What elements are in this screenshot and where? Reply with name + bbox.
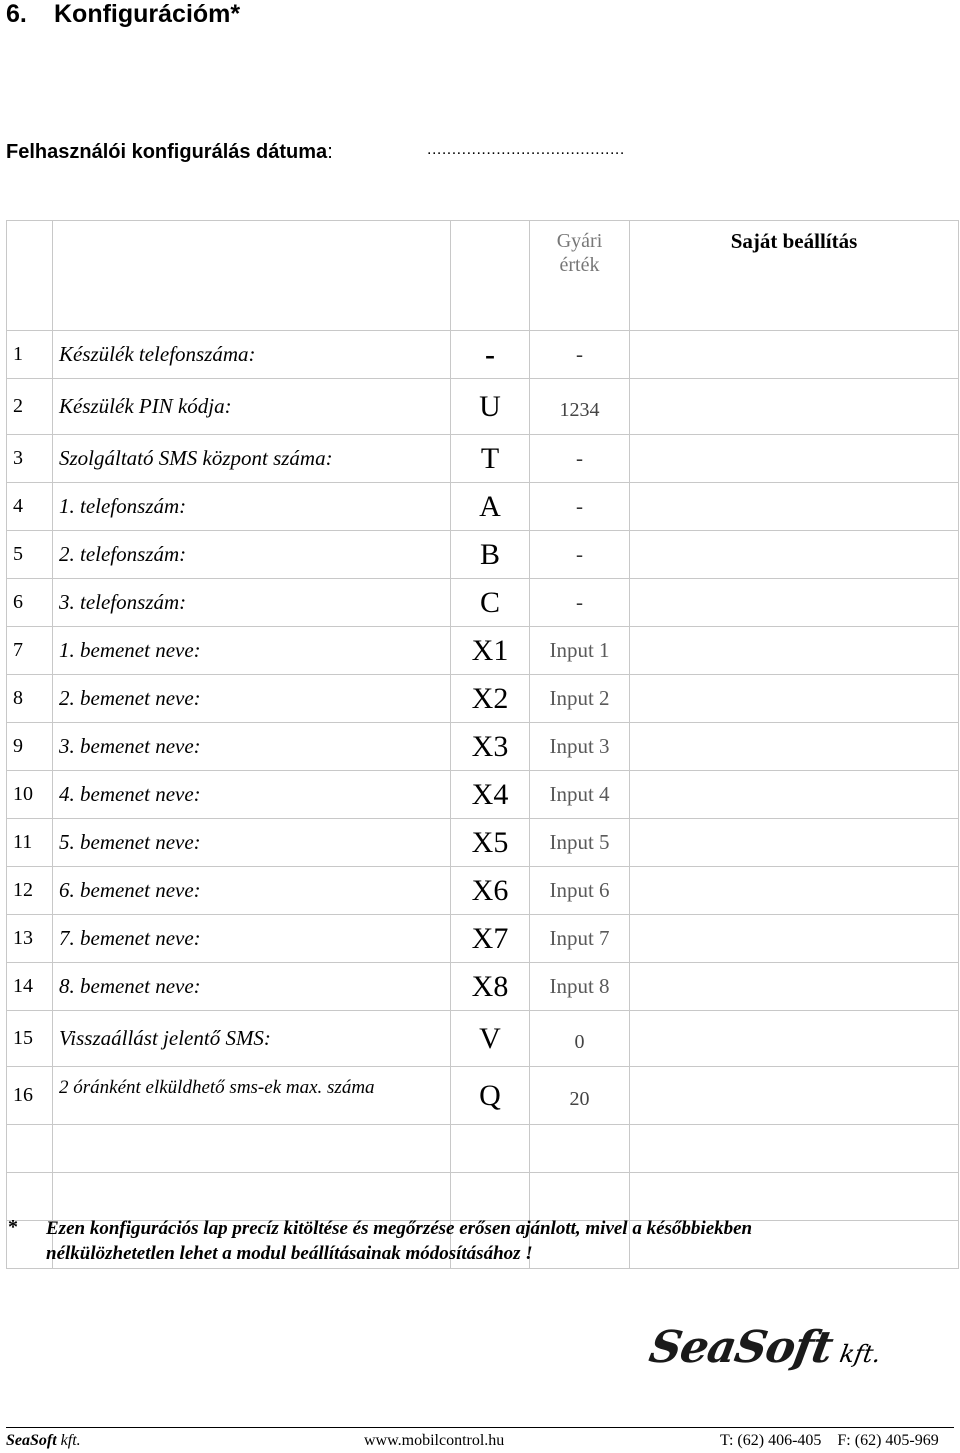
row-default-value: Input 1: [530, 627, 630, 675]
footer-website[interactable]: www.mobilcontrol.hu: [364, 1432, 505, 1449]
row-code: X7: [451, 915, 530, 963]
header-gyari-cell: [530, 221, 630, 331]
row-code: U: [451, 379, 530, 435]
row-code: A: [451, 483, 530, 531]
row-label: 2. telefonszám:: [53, 531, 451, 579]
row-code: X2: [451, 675, 530, 723]
row-label: 3. telefonszám:: [53, 579, 451, 627]
row-own-setting-field[interactable]: [630, 531, 959, 579]
row-own-setting-field[interactable]: [630, 915, 959, 963]
header-label-cell: [53, 221, 451, 331]
row-code: X8: [451, 963, 530, 1011]
table-row: [7, 1067, 959, 1125]
table-row: [7, 331, 959, 379]
row-code: X1: [451, 627, 530, 675]
row-default-value: Input 4: [530, 771, 630, 819]
logo-name: SeaSoft: [645, 1322, 837, 1373]
date-fill-line[interactable]: ........................................: [427, 141, 625, 158]
row-number: 4: [7, 483, 53, 531]
header-sajat: Saját beállítás: [730, 229, 858, 253]
row-number: 3: [7, 435, 53, 483]
table-row: [7, 771, 959, 819]
row-default-value: Input 3: [530, 723, 630, 771]
config-table: [6, 220, 959, 1269]
footer-contact: T: (62) 406-405 F: (62) 405-969: [720, 1432, 939, 1449]
table-row: [7, 379, 959, 435]
row-own-setting-field[interactable]: [630, 963, 959, 1011]
table-row: [7, 531, 959, 579]
table-row: [7, 915, 959, 963]
row-label: Készülék telefonszáma:: [53, 331, 451, 379]
row-own-setting-field[interactable]: [630, 675, 959, 723]
row-default-value: -: [530, 435, 630, 483]
row-number: 10: [7, 771, 53, 819]
page-title: [6, 0, 240, 29]
footer-divider: [6, 1427, 954, 1428]
row-number: 11: [7, 819, 53, 867]
row-default-value: Input 5: [530, 819, 630, 867]
row-code: X6: [451, 867, 530, 915]
row-label: 5. bemenet neve:: [53, 819, 451, 867]
row-code: T: [451, 435, 530, 483]
empty-cell: [451, 1173, 530, 1221]
row-code: X3: [451, 723, 530, 771]
row-label: 4. bemenet neve:: [53, 771, 451, 819]
header-gyari-line2: érték: [559, 254, 600, 276]
empty-cell[interactable]: [630, 1125, 959, 1173]
row-label: 7. bemenet neve:: [53, 915, 451, 963]
row-label: 1. telefonszám:: [53, 483, 451, 531]
empty-cell[interactable]: [630, 1173, 959, 1221]
row-label: 2. bemenet neve:: [53, 675, 451, 723]
row-default-value: -: [530, 331, 630, 379]
logo-suffix: kft.: [837, 1340, 883, 1368]
row-number: 13: [7, 915, 53, 963]
row-own-setting-field[interactable]: [630, 723, 959, 771]
row-own-setting-field[interactable]: [630, 771, 959, 819]
footer-company-name: SeaSoft: [6, 1432, 57, 1449]
row-default-value: Input 8: [530, 963, 630, 1011]
table-row: [7, 723, 959, 771]
table-row: [7, 579, 959, 627]
row-number: 7: [7, 627, 53, 675]
row-code: B: [451, 531, 530, 579]
row-label: Készülék PIN kódja:: [53, 379, 451, 435]
row-code: -: [451, 331, 530, 379]
row-number: 6: [7, 579, 53, 627]
row-default-value: 0: [530, 1011, 630, 1067]
table-row: [7, 435, 959, 483]
empty-cell: [530, 1173, 630, 1221]
row-own-setting-field[interactable]: [630, 579, 959, 627]
date-label-text: Felhasználói konfigurálás dátuma: [6, 141, 328, 163]
row-label: 2 óránként elküldhető sms-ek max. száma: [53, 1067, 451, 1125]
row-label: 6. bemenet neve:: [53, 867, 451, 915]
row-code: Q: [451, 1067, 530, 1125]
row-default-value: -: [530, 483, 630, 531]
note-text: Ezen konfigurációs lap precíz kitöltése és megőrzése erősen ajánlott, mivel a későbbiekben nélkülözhetetlen lehet a modul beállításainak módosításához !: [46, 1218, 753, 1264]
footer-company: [6, 1432, 81, 1450]
row-number: 9: [7, 723, 53, 771]
row-code: X5: [451, 819, 530, 867]
row-number: 16: [7, 1067, 53, 1125]
row-default-value: 20: [530, 1067, 630, 1125]
row-own-setting-field[interactable]: [630, 819, 959, 867]
row-label: 8. bemenet neve:: [53, 963, 451, 1011]
row-own-setting-field[interactable]: [630, 435, 959, 483]
row-number: 12: [7, 867, 53, 915]
table-row: [7, 675, 959, 723]
row-label: 3. bemenet neve:: [53, 723, 451, 771]
row-own-setting-field[interactable]: [630, 483, 959, 531]
row-number: 8: [7, 675, 53, 723]
row-own-setting-field[interactable]: [630, 627, 959, 675]
row-code: C: [451, 579, 530, 627]
empty-cell: [7, 1173, 53, 1221]
empty-cell: [53, 1125, 451, 1173]
empty-table-row: [7, 1125, 959, 1173]
seasoft-logo: [645, 1322, 900, 1382]
row-default-value: 1234: [530, 379, 630, 435]
row-default-value: -: [530, 579, 630, 627]
table-row: [7, 963, 959, 1011]
row-own-setting-field[interactable]: [630, 1067, 959, 1125]
row-label: Szolgáltató SMS központ száma:: [53, 435, 451, 483]
empty-table-row: [7, 1173, 959, 1221]
row-number: 1: [7, 331, 53, 379]
date-label-colon: :: [327, 141, 333, 163]
header-gyari-line1: Gyári: [556, 230, 603, 252]
empty-cell: [451, 1125, 530, 1173]
row-default-value: Input 2: [530, 675, 630, 723]
date-label: [6, 141, 333, 164]
table-row: [7, 483, 959, 531]
row-number: 14: [7, 963, 53, 1011]
table-row: [7, 1011, 959, 1067]
table-header-row: [7, 221, 959, 331]
empty-cell: [530, 1125, 630, 1173]
row-number: 2: [7, 379, 53, 435]
table-row: [7, 627, 959, 675]
row-default-value: Input 6: [530, 867, 630, 915]
row-own-setting-field[interactable]: [630, 331, 959, 379]
header-code-cell: [451, 221, 530, 331]
section-number: 6.: [6, 0, 27, 28]
row-default-value: Input 7: [530, 915, 630, 963]
note-star: *: [8, 1216, 18, 1238]
footer-company-suffix: kft.: [60, 1432, 81, 1449]
row-code: X4: [451, 771, 530, 819]
empty-cell: [7, 1125, 53, 1173]
row-own-setting-field[interactable]: [630, 867, 959, 915]
header-sajat-cell: [630, 221, 959, 331]
row-number: 15: [7, 1011, 53, 1067]
row-own-setting-field[interactable]: [630, 379, 959, 435]
section-title: Konfigurációm*: [54, 0, 241, 28]
row-own-setting-field[interactable]: [630, 1011, 959, 1067]
row-label: 1. bemenet neve:: [53, 627, 451, 675]
row-number: 5: [7, 531, 53, 579]
table-row: [7, 867, 959, 915]
row-default-value: -: [530, 531, 630, 579]
empty-cell: [53, 1173, 451, 1221]
row-code: V: [451, 1011, 530, 1067]
row-label: Visszaállást jelentő SMS:: [53, 1011, 451, 1067]
header-num-cell: [7, 221, 53, 331]
table-row: [7, 819, 959, 867]
